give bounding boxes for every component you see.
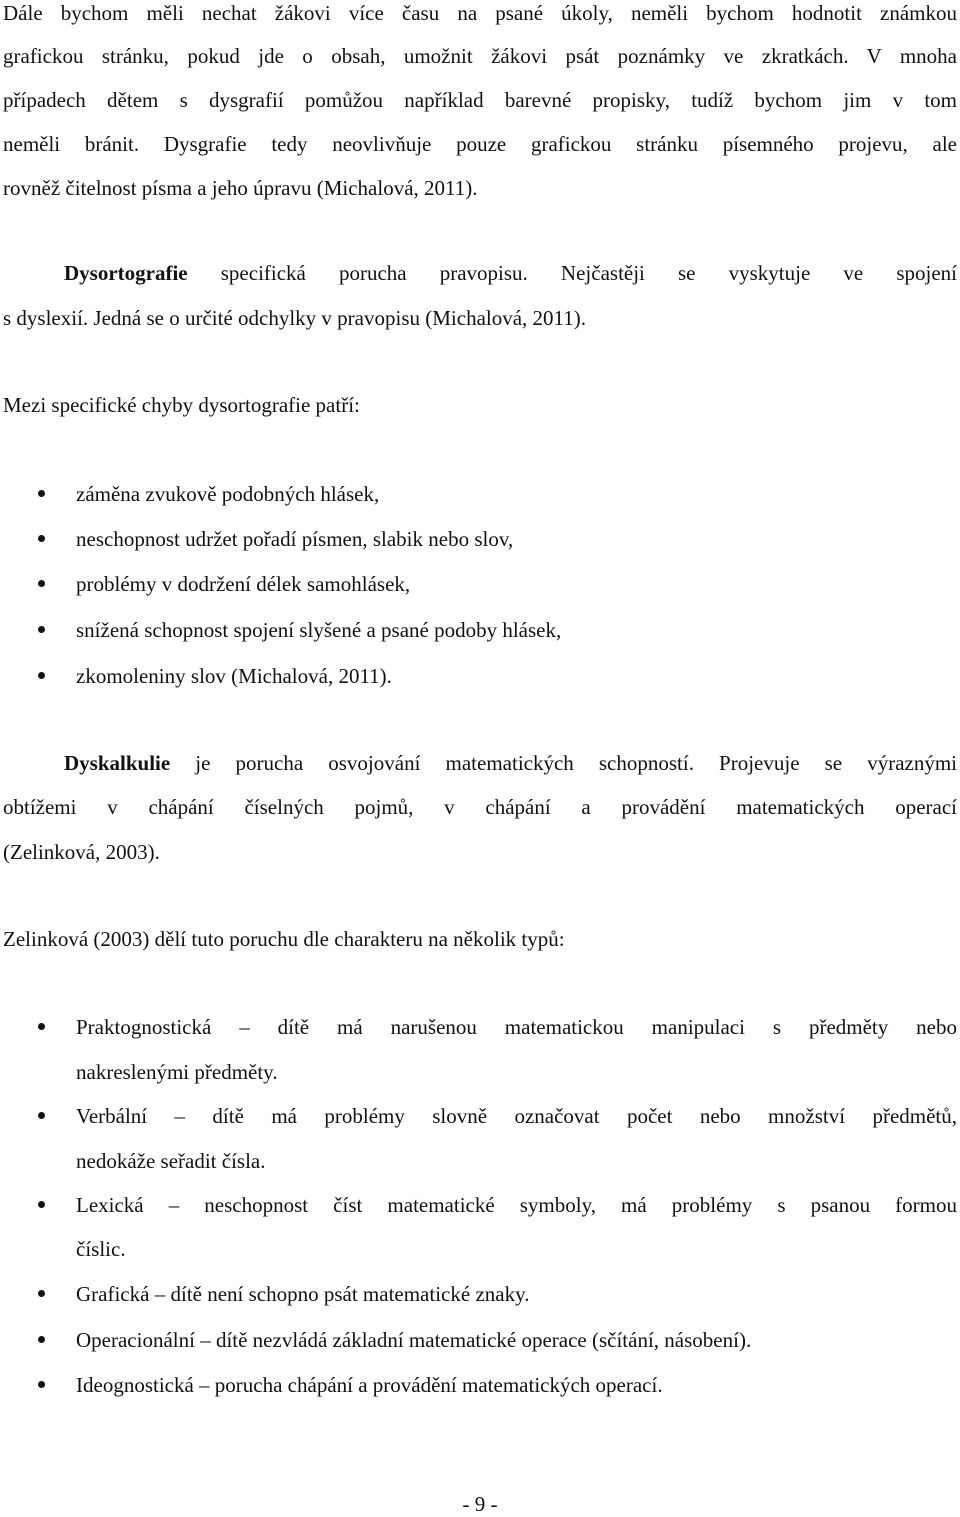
bullet-icon bbox=[38, 1112, 45, 1119]
list-item-text: Praktognostická – dítě má narušenou matematickou manipulaci s předměty nebo bbox=[76, 1015, 957, 1039]
list-item-text: zkomoleniny slov (Michalová, 2011). bbox=[76, 664, 392, 688]
list-item-text: Grafická – dítě není schopno psát matematické znaky. bbox=[76, 1282, 530, 1306]
term-dyskalkulie: Dyskalkulie bbox=[64, 751, 171, 775]
paragraph-text: je porucha osvojování matematických schopností. Projevuje se výraznými bbox=[195, 751, 958, 775]
bullet-icon bbox=[38, 1023, 45, 1030]
paragraph-line bbox=[64, 750, 957, 776]
list-item-text: neschopnost udržet pořadí písmen, slabik nebo slov, bbox=[76, 527, 514, 551]
list-item-text: Operacionální – dítě nezvládá základní matematické operace (sčítání, násobení). bbox=[76, 1328, 752, 1352]
bullet-icon bbox=[38, 626, 45, 633]
list-item-text: Lexická – neschopnost číst matematické symboly, má problémy s psanou formou bbox=[76, 1193, 957, 1217]
bullet-icon bbox=[38, 580, 45, 587]
bullet-icon bbox=[38, 535, 45, 542]
page-number: - 9 - bbox=[462, 1492, 498, 1516]
paragraph-line: neměli bránit. Dysgrafie tedy neovlivňuje pouze grafickou stránku písemného projevu, ale bbox=[3, 132, 957, 156]
paragraph-line bbox=[64, 260, 957, 286]
bullet-icon bbox=[38, 1290, 45, 1297]
bullet-icon bbox=[38, 1201, 45, 1208]
paragraph-line: rovněž čitelnost písma a jeho úpravu (Michalová, 2011). bbox=[3, 176, 478, 200]
paragraph-line: (Zelinková, 2003). bbox=[3, 840, 160, 864]
paragraph-line: grafickou stránku, pokud jde o obsah, umožnit žákovi psát poznámky ve zkratkách. V mnoha bbox=[3, 44, 957, 68]
bullet-icon bbox=[38, 1381, 45, 1388]
list-item-text: problémy v dodržení délek samohlásek, bbox=[76, 572, 411, 596]
paragraph-line: případech dětem s dysgrafií pomůžou například barevné propisky, tudíž bychom jim v tom bbox=[3, 88, 957, 112]
paragraph-line: Dále bychom měli nechat žákovi více času na psané úkoly, neměli bychom hodnotit známkou bbox=[3, 1, 957, 25]
list-intro: Zelinková (2003) dělí tuto poruchu dle charakteru na několik typů: bbox=[3, 927, 565, 951]
list-item-text: Ideognostická – porucha chápání a provádění matematických operací. bbox=[76, 1373, 663, 1397]
list-item-text: snížená schopnost spojení slyšené a psané podoby hlásek, bbox=[76, 618, 562, 642]
paragraph-line: obtížemi v chápání číselných pojmů, v chápání a provádění matematických operací bbox=[3, 795, 957, 819]
paragraph-text: specifická porucha pravopisu. Nejčastěji se vyskytuje ve spojení bbox=[220, 261, 958, 285]
list-item-text: záměna zvukově podobných hlásek, bbox=[76, 482, 380, 506]
list-intro: Mezi specifické chyby dysortografie patří: bbox=[3, 393, 360, 417]
list-item-text: nakreslenými předměty. bbox=[76, 1060, 278, 1084]
bullet-icon bbox=[38, 672, 45, 679]
paragraph-line: s dyslexií. Jedná se o určité odchylky v pravopisu (Michalová, 2011). bbox=[3, 306, 587, 330]
list-item-text: nedokáže seřadit čísla. bbox=[76, 1149, 266, 1173]
bullet-icon bbox=[38, 490, 45, 497]
list-item-text: Verbální – dítě má problémy slovně označovat počet nebo množství předmětů, bbox=[76, 1104, 957, 1128]
term-dysortografie: Dysortografie bbox=[64, 261, 188, 285]
bullet-icon bbox=[38, 1336, 45, 1343]
list-item-text: číslic. bbox=[76, 1237, 126, 1261]
